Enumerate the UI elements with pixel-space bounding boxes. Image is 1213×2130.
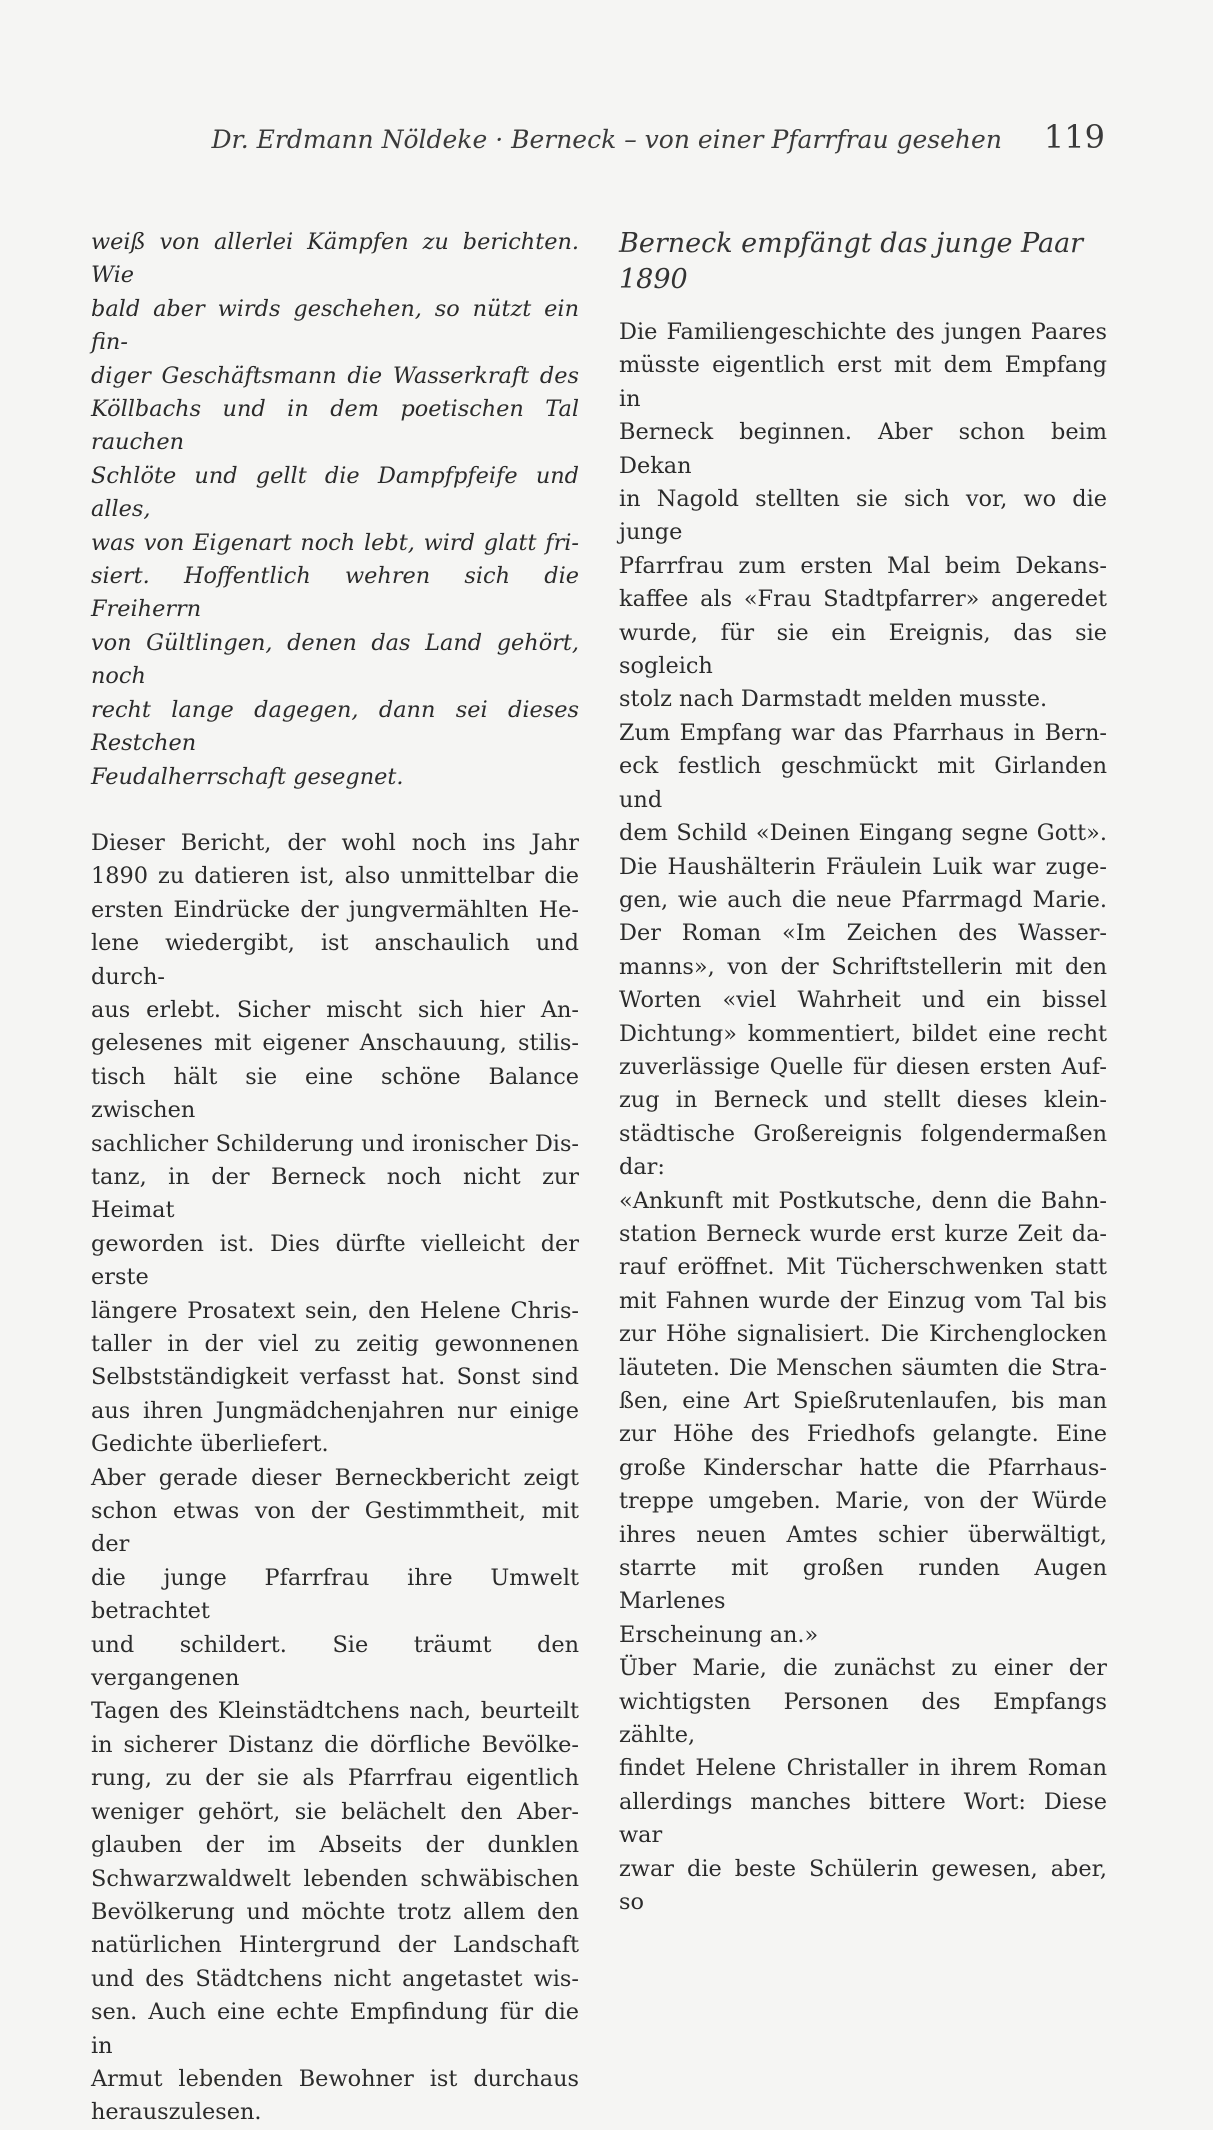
quoted-passage: [91, 226, 579, 794]
text-line: sen. Auch eine echte Empfindung für die in: [91, 1999, 579, 2059]
text-line: wichtigsten Personen des Empfangs zählte,: [619, 1688, 1107, 1749]
text-line: große Kinderschar hatte die Pfarrhaus-: [619, 1454, 1107, 1481]
text-line: sachlicher Schilderung und ironischer Dis-: [91, 1130, 579, 1157]
text-line: und schildert. Sie träumt den vergangenen: [91, 1631, 579, 1692]
text-line: stolz nach Darmstadt melden musste.: [619, 686, 1048, 713]
text-line: Berneck empfängt das junge Paar: [619, 228, 1084, 259]
right-column: [619, 226, 1107, 1920]
text-line: ersten Eindrücke der jungvermählten He-: [91, 896, 579, 923]
text-line: müsste eigentlich erst mit dem Empfang in: [619, 352, 1107, 412]
text-line: mit Fahnen wurde der Einzug vom Tal bis: [619, 1287, 1107, 1314]
text-line: rung, zu der sie als Pfarrfrau eigentlich: [91, 1765, 579, 1792]
text-line: Berneck beginnen. Aber schon beim Dekan: [619, 419, 1107, 479]
text-line: recht lange dagegen, dann sei dieses Restchen: [91, 696, 579, 757]
text-line: aus erlebt. Sicher mischt sich hier An-: [91, 996, 579, 1023]
page-number: 119: [1043, 118, 1105, 156]
text-line: dem Schild «Deinen Eingang segne Gott».: [619, 820, 1107, 847]
text-line: Dichtung» kommentiert, bildet eine recht: [619, 1020, 1107, 1047]
text-line: aus ihren Jungmädchenjahren nur einige: [91, 1397, 579, 1424]
text-line: die junge Pfarrfrau ihre Umwelt betrachtet: [91, 1564, 579, 1625]
text-line: wurde, für sie ein Ereignis, das sie sogleich: [619, 619, 1107, 680]
text-line: bald aber wirds geschehen, so nützt ein fin-: [91, 295, 579, 356]
text-line: lene wiedergibt, ist anschaulich und durch-: [91, 930, 579, 990]
text-line: treppe umgeben. Marie, von der Würde: [619, 1488, 1107, 1515]
text-line: Feudalherrschaft gesegnet.: [91, 763, 404, 790]
text-line: in sicherer Distanz die dörfliche Bevölke-: [91, 1731, 579, 1758]
text-line: zug in Berneck und stellt dieses klein-: [619, 1087, 1107, 1114]
text-line: diger Geschäftsmann die Wasserkraft des: [91, 362, 579, 389]
paragraph-report-assessment: [91, 827, 579, 1462]
text-line: Tagen des Kleinstädtchens nach, beurteilt: [91, 1698, 579, 1725]
text-line: Dieser Bericht, der wohl noch ins Jahr: [91, 829, 579, 856]
text-line: Armut lebenden Bewohner ist durchaus: [91, 2065, 579, 2092]
text-line: von Gültlingen, denen das Land gehört, noch: [91, 629, 579, 690]
text-line: eck festlich geschmückt mit Girlanden und: [619, 753, 1107, 813]
text-line: gelesenes mit eigener Anschauung, stilis-: [91, 1030, 579, 1057]
text-line: natürlichen Hintergrund der Landschaft: [91, 1932, 579, 1959]
text-line: Die Haushälterin Fräulein Luik war zuge-: [619, 853, 1107, 880]
text-line: Selbstständigkeit verfasst hat. Sonst sind: [91, 1364, 579, 1391]
text-line: manns», von der Schriftstellerin mit den: [619, 953, 1107, 980]
section-heading: [619, 226, 1107, 298]
text-line: Schwarzwaldwelt lebenden schwäbischen: [91, 1865, 579, 1892]
paragraph-novel-quote: [619, 1185, 1107, 1653]
text-line: Bevölkerung und möchte trotz allem den: [91, 1898, 579, 1925]
text-line: ihres neuen Amtes schier überwältigt,: [619, 1521, 1107, 1548]
running-head: [211, 118, 1105, 156]
text-line: Köllbachs und in dem poetischen Tal rauchen: [91, 396, 579, 456]
text-line: Die Familiengeschichte des jungen Paares: [619, 319, 1107, 345]
text-line: taller in der viel zu zeitig gewonnenen: [91, 1331, 579, 1357]
text-line: tanz, in der Berneck noch nicht zur Heimat: [91, 1163, 579, 1224]
text-line: weiß von allerlei Kämpfen zu berichten. Wie: [91, 229, 579, 289]
paragraph-gap: [91, 794, 579, 827]
text-line: ßen, eine Art Spießrutenlaufen, bis man: [619, 1388, 1107, 1414]
text-line: Aber gerade dieser Berneckbericht zeigt: [91, 1464, 579, 1491]
text-line: dar:: [619, 1154, 665, 1181]
text-line: Pfarrfrau zum ersten Mal beim Dekans-: [619, 552, 1107, 579]
text-line: kaffee als «Frau Stadtpfarrer» angeredet: [619, 586, 1107, 613]
text-line: Zum Empfang war das Pfarrhaus in Bern-: [619, 719, 1107, 746]
text-line: städtische Großereignis folgendermaßen: [619, 1120, 1107, 1147]
running-title: Dr. Erdmann Nöldeke · Berneck – von einer Pfarrfrau gesehen: [211, 125, 1002, 154]
text-line: station Berneck wurde erst kurze Zeit da-: [619, 1220, 1107, 1247]
text-line: siert. Hoffentlich wehren sich die Freiherrn: [91, 563, 579, 623]
text-line: was von Eigenart noch lebt, wird glatt fri-: [91, 529, 579, 556]
text-line: findet Helene Christaller in ihrem Roman: [619, 1755, 1107, 1782]
text-line: Gedichte überliefert.: [91, 1431, 329, 1458]
text-line: Über Marie, die zunächst zu einer der: [619, 1655, 1107, 1682]
text-line: starrte mit großen runden Augen Marlenes: [619, 1555, 1107, 1615]
paragraph-berneck-report: [91, 1462, 579, 2130]
text-line: läuteten. Die Menschen säumten die Stra-: [619, 1354, 1107, 1381]
text-line: herauszulesen.: [91, 2099, 262, 2126]
text-line: Erscheinung an.»: [619, 1621, 819, 1648]
text-line: und des Städtchens nicht angetastet wis-: [91, 1965, 579, 1992]
paragraph-family-history: [619, 316, 1107, 717]
text-line: längere Prosatext sein, den Helene Chris-: [91, 1297, 579, 1324]
text-line: allerdings manches bittere Wort: Diese war: [619, 1788, 1107, 1849]
text-line: 1890: [619, 264, 688, 295]
text-line: in Nagold stellten sie sich vor, wo die junge: [619, 486, 1107, 546]
text-line: geworden ist. Dies dürfte vielleicht der erste: [91, 1230, 579, 1291]
text-line: «Ankunft mit Postkutsche, denn die Bahn-: [619, 1187, 1107, 1214]
text-line: weniger gehört, sie belächelt den Aber-: [91, 1798, 579, 1825]
text-line: zwar die beste Schülerin gewesen, aber, so: [619, 1855, 1107, 1916]
text-line: Der Roman «Im Zeichen des Wasser-: [619, 920, 1107, 947]
text-line: zur Höhe des Friedhofs gelangte. Eine: [619, 1421, 1107, 1448]
text-line: 1890 zu datieren ist, also unmittelbar die: [91, 863, 579, 890]
text-line: Worten «viel Wahrheit und ein bissel: [619, 987, 1107, 1014]
text-line: gen, wie auch die neue Pfarrmagd Marie.: [619, 886, 1107, 913]
text-line: zuverlässige Quelle für diesen ersten Auf-: [619, 1053, 1107, 1080]
text-line: schon etwas von der Gestimmtheit, mit der: [91, 1498, 579, 1558]
text-line: Schlöte und gellt die Dampfpfeife und alles,: [91, 462, 579, 523]
text-line: rauf eröffnet. Mit Tücherschwenken statt: [619, 1254, 1107, 1281]
text-line: tisch hält sie eine schöne Balance zwischen: [91, 1063, 579, 1124]
paragraph-reception: [619, 717, 1107, 1185]
text-line: zur Höhe signalisiert. Die Kirchenglocken: [619, 1321, 1107, 1348]
paragraph-about-marie: [619, 1652, 1107, 1919]
left-column: [91, 226, 579, 2130]
text-line: glauben der im Abseits der dunklen: [91, 1832, 579, 1859]
